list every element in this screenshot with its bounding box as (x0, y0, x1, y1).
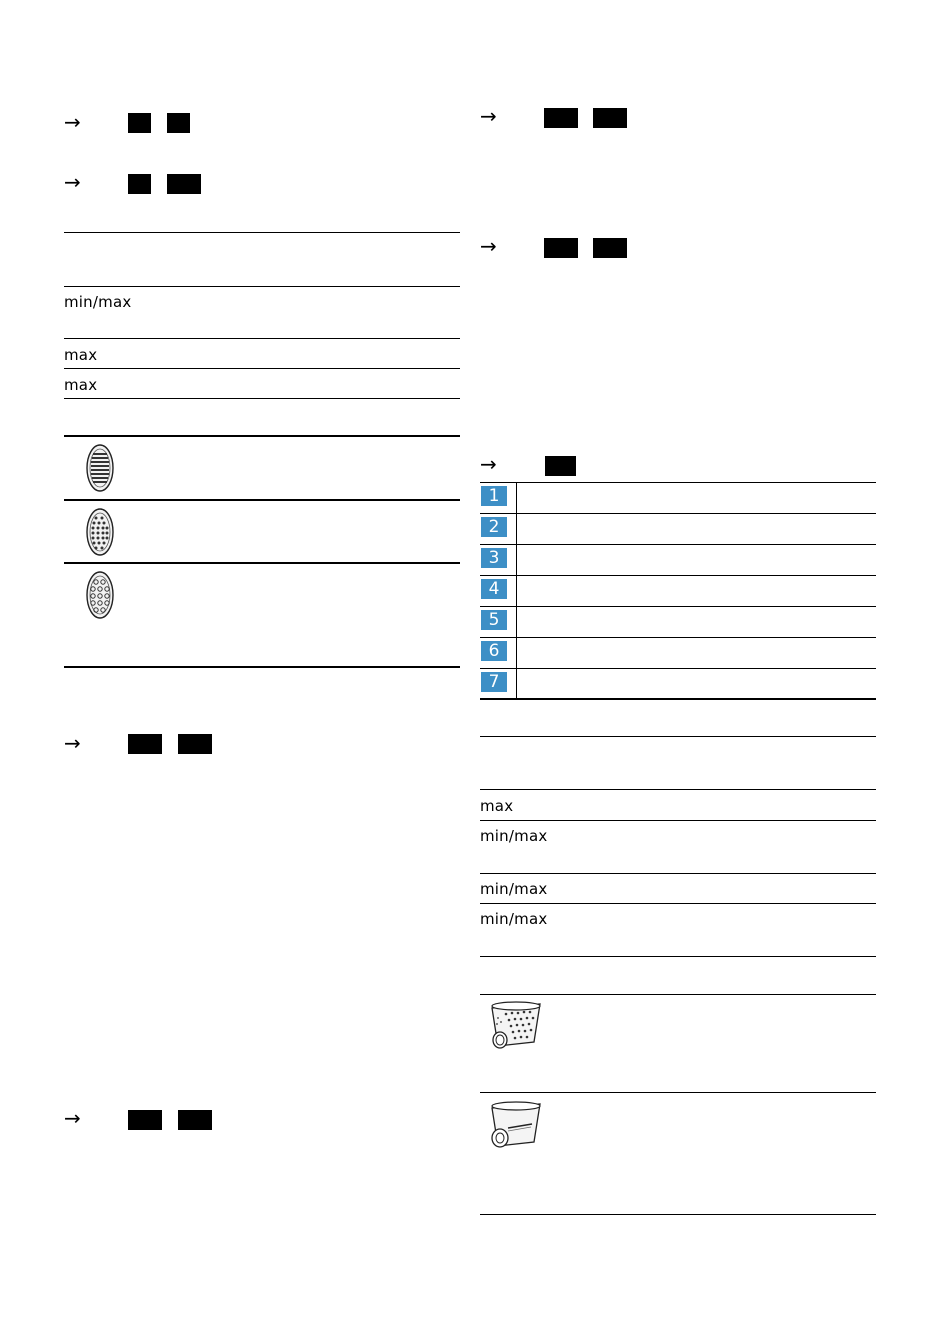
list-column-divider (516, 482, 517, 700)
key-placeholder (167, 113, 190, 133)
arrow-icon: → (480, 104, 497, 128)
number-badge: 6 (481, 641, 507, 661)
key-placeholder (593, 238, 627, 258)
arrow-icon: → (64, 170, 81, 194)
table-rule (480, 994, 876, 995)
table-rule (64, 562, 460, 564)
table-rule (64, 499, 460, 501)
number-badge: 4 (481, 579, 507, 599)
table-rule (480, 956, 876, 957)
key-placeholder (178, 1110, 212, 1130)
key-placeholder (128, 734, 162, 754)
table-rule (64, 338, 460, 339)
list-rule (480, 482, 876, 483)
key-placeholder (544, 108, 578, 128)
table-rule (480, 820, 876, 821)
table-rule (480, 1214, 876, 1215)
key-placeholder (178, 734, 212, 754)
table-rule (64, 666, 460, 668)
number-badge: 7 (481, 672, 507, 692)
table-rule (64, 368, 460, 369)
list-rule (480, 606, 876, 607)
number-badge: 1 (481, 486, 507, 506)
list-rule (480, 513, 876, 514)
key-placeholder (128, 113, 151, 133)
grating-disc-fine-icon (84, 443, 116, 493)
key-placeholder (544, 238, 578, 258)
list-rule (480, 544, 876, 545)
table-cell-label: min/max (480, 827, 548, 845)
key-placeholder (593, 108, 627, 128)
arrow-icon: → (480, 234, 497, 258)
list-rule (480, 575, 876, 576)
arrow-icon: → (480, 452, 497, 476)
list-rule (480, 698, 876, 700)
table-cell-label: min/max (64, 293, 132, 311)
table-cell-label: min/max (480, 910, 548, 928)
key-placeholder (545, 456, 576, 476)
number-badge: 3 (481, 548, 507, 568)
key-placeholder (167, 174, 201, 194)
arrow-icon: → (64, 110, 81, 134)
table-rule (480, 903, 876, 904)
table-cell-label: max (64, 346, 98, 364)
grating-disc-medium-icon (84, 507, 116, 557)
list-rule (480, 637, 876, 638)
slicing-drum-icon (484, 1100, 546, 1152)
table-rule (480, 789, 876, 790)
table-rule (64, 435, 460, 437)
grating-disc-coarse-icon (84, 570, 116, 620)
number-badge: 2 (481, 517, 507, 537)
key-placeholder (128, 1110, 162, 1130)
table-rule (64, 398, 460, 399)
table-rule (480, 736, 876, 737)
table-cell-label: max (480, 797, 514, 815)
table-cell-label: max (64, 376, 98, 394)
table-rule (64, 232, 460, 233)
table-cell-label: min/max (480, 880, 548, 898)
list-rule (480, 668, 876, 669)
table-rule (64, 286, 460, 287)
arrow-icon: → (64, 731, 81, 755)
table-rule (480, 1092, 876, 1093)
table-rule (480, 873, 876, 874)
key-placeholder (128, 174, 151, 194)
arrow-icon: → (64, 1106, 81, 1130)
grating-drum-icon (484, 1000, 546, 1052)
number-badge: 5 (481, 610, 507, 630)
